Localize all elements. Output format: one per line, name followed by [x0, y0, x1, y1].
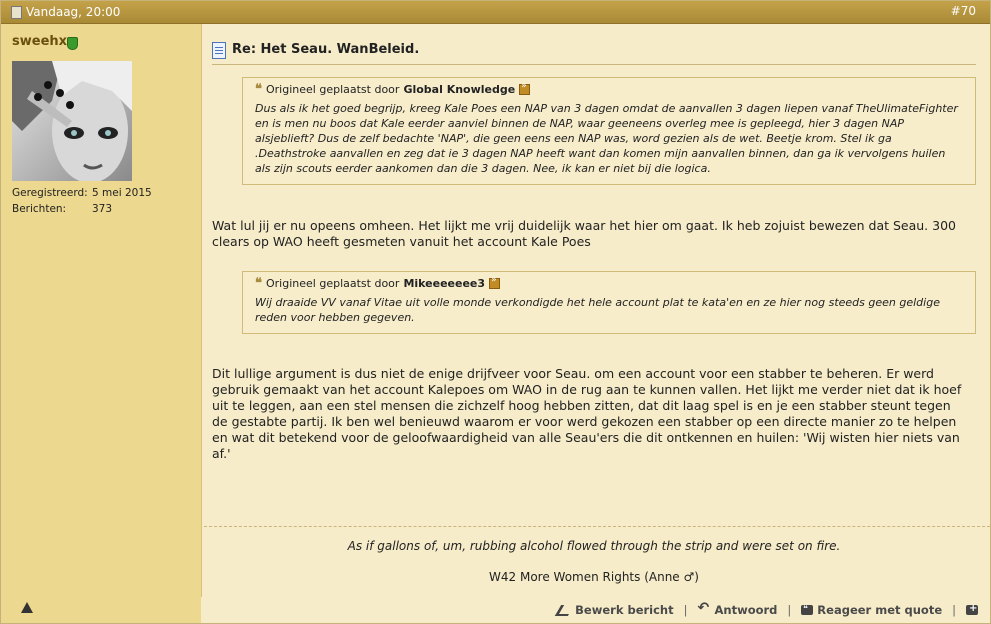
quote-text: Dus als ik het goed begrijp, kreeg Kale Poes een NAP van 3 dagen omdat de aanvallen 3 dagen liepen vanaf TheUlimateFighter en is men nu boos dat Kale eerder aanviel binnen de NAP, waar geeneens overleg mee is gepleegd, hier 3 dagen NAP alsjeblieft? Dus de zelf bedachte 'NAP', die geen eens een NAP was, word gezien als de wet. Beetje krom. Stel ik ga .Deathstroke aanvallen en zeg dat ie 3 dagen NAP heeft want dan komen mijn aanvallen binnen, dan ga ik vervolgens huilen als zijn scouts eerder aankomen dan die 3 dagen. Nee, ik kan er niet bij die logica.: [255, 102, 958, 175]
post-date-text: Vandaag, 20:00: [26, 5, 121, 19]
stat-label: Berichten:: [12, 203, 67, 215]
action-separator: |: [787, 603, 792, 617]
edit-post-button[interactable]: [558, 603, 673, 617]
post-title-row: [212, 42, 976, 65]
quote-marks-icon: ❝: [255, 276, 262, 291]
multiquote-icon: [966, 605, 978, 615]
quote-header: [255, 82, 963, 97]
post-number-link[interactable]: #70: [950, 4, 976, 18]
username-link[interactable]: sweehx: [12, 34, 68, 49]
post-title: Re: Het Seau. WanBeleid.: [232, 42, 420, 57]
stat-registered: [12, 185, 152, 201]
signature-line: W42 More Women Rights (Anne ♂): [489, 570, 699, 584]
quote-block: [242, 77, 976, 185]
view-post-icon[interactable]: [519, 84, 530, 95]
stat-label: Geregistreerd:: [12, 187, 88, 199]
pencil-icon: [555, 605, 574, 616]
stat-value: 5 mei 2015: [92, 187, 152, 199]
stat-posts: [12, 201, 152, 217]
quote-author: Global Knowledge: [403, 83, 516, 96]
post-actions: [558, 603, 978, 617]
signature-divider: [204, 526, 990, 527]
reply-button[interactable]: [698, 603, 778, 617]
document-icon: [212, 42, 226, 59]
signature-line: As if gallons of, um, rubbing alcohol flowed through the strip and were set on fire.: [347, 539, 841, 553]
stat-value: 373: [92, 203, 113, 215]
edit-post-label: Bewerk bericht: [575, 603, 674, 617]
quote-text: Wij draaide VV vanaf Vitae uit volle monde verkondigde het hele account plat te kata'en en ze hier nog steeds geen geldige reden voor hebben gegeven.: [255, 296, 940, 324]
quote-reply-label: Reageer met quote: [817, 603, 943, 617]
user-stats: [12, 185, 152, 217]
post-paragraph: Dit lullige argument is dus niet de enige drijfveer voor Seau. om een account voor een stabber te beheren. Er werd gebruik gemaakt van het account Kalepoes om WAO in de rug aan te kunnen vallen. Het lijkt me verder niet dat ik hoef uit te leggen, aan een stel mensen die zichzelf hoog hebben zitten, dat dit laag spel is en je een stabber steunt tegen de gestabte partij. Ik ben wel benieuwd waarom er voor werd gekozen een stabber op een directe manier zo te helpen en wat dit betekend voor de geloofwaardigheid van alle Seau'ers die dit ontkennen en huilen: 'Wij wisten hier niets van af.': [212, 366, 962, 461]
multiquote-button[interactable]: [966, 605, 978, 615]
reply-icon: [698, 604, 711, 616]
avatar[interactable]: [12, 61, 132, 181]
quote-marks-icon: ❝: [255, 82, 262, 97]
quote-prefix: Origineel geplaatst door: [266, 277, 400, 290]
post-paragraph: Wat lul jij er nu opeens omheen. Het lijkt me vrij duidelijk waar het hier om gaat. Ik heb zojuist bewezen dat Seau. 300 clears op WAO heeft gesmeten vanuit het account Kale Poes: [212, 218, 956, 249]
reply-label: Antwoord: [714, 603, 778, 617]
post-header: [1, 1, 990, 24]
action-separator: |: [683, 603, 688, 617]
quote-author: Mikeeeeeee3: [403, 277, 486, 290]
quote-bubble-icon: [801, 605, 813, 615]
quote-header: [255, 276, 963, 291]
post-footer: [201, 597, 990, 623]
user-sidebar: [1, 24, 202, 623]
view-post-icon[interactable]: [489, 278, 500, 289]
quote-prefix: Origineel geplaatst door: [266, 83, 400, 96]
quote-reply-button[interactable]: [801, 603, 942, 617]
post-date: [11, 5, 120, 19]
report-icon[interactable]: [21, 602, 33, 613]
online-status-icon: [67, 37, 78, 50]
action-separator: |: [952, 603, 956, 617]
quote-block: [242, 271, 976, 334]
page-icon: [11, 6, 22, 19]
post-content: [212, 24, 976, 623]
avatar-image: [12, 61, 132, 181]
